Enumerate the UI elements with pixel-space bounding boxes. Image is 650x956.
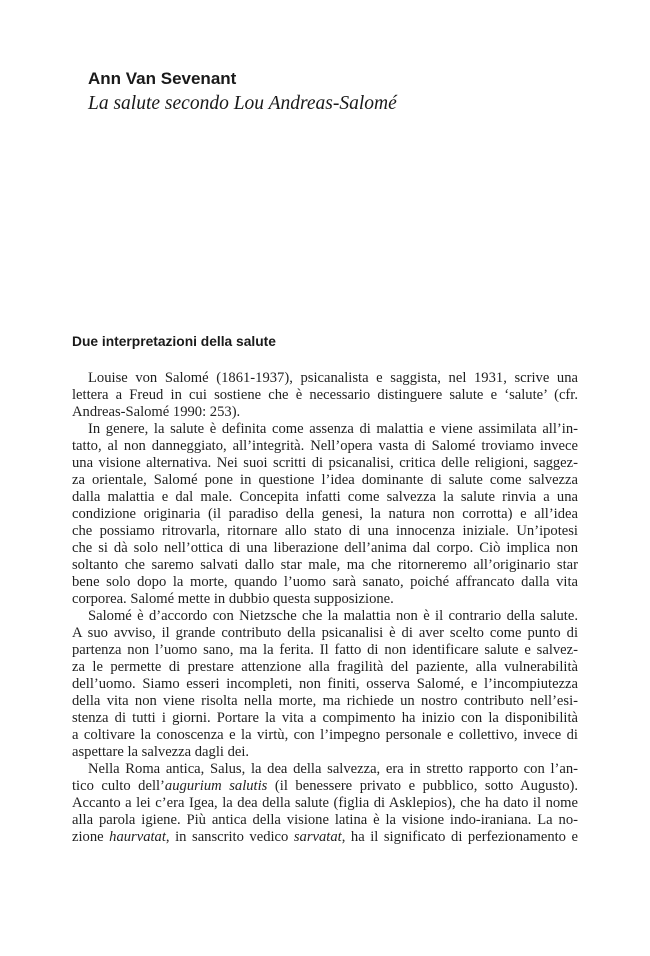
paragraph-4 xyxy=(72,761,578,846)
body-line: bene solo dopo la morte, quando l’uomo sarà sanato, poiché affrancato dalla vita xyxy=(72,574,578,590)
body-line xyxy=(72,778,578,795)
body-line: In genere, la salute è definita come assenza di malattia e viene assimilata all’in- xyxy=(88,421,578,437)
body-line: Louise von Salomé (1861-1937), psicanalista e saggista, nel 1931, scrive una xyxy=(88,370,578,386)
chapter-author: Ann Van Sevenant xyxy=(88,69,237,88)
line-text: tico culto dell’ xyxy=(72,778,165,794)
section-heading: Due interpretazioni della salute xyxy=(72,334,276,349)
body-line: condizione originaria (il paradiso della genesi, la natura non corrotta) e all’idea xyxy=(72,506,578,522)
body-line: za le permette di prestare attenzione alla fragilità del paziente, alla vulnerabilità xyxy=(72,659,578,675)
body-line: A suo avviso, il grande contributo della psicanalisi è di aver scelto come punto di xyxy=(72,625,578,641)
body-line: partenza non l’uomo sano, ma la ferita. Il fatto di non identificare salute e salvez- xyxy=(72,642,578,658)
body-line: tatto, al non danneggiato, all’integrità. Nell’opera vasta di Salomé troviamo invece xyxy=(72,438,578,454)
body-line: alla parola igiene. Più antica della visione latina è la visione indo-iraniana. La no- xyxy=(72,812,578,828)
line-text: , ha il significato di perfezionamento e xyxy=(341,829,578,845)
body-line: che possiamo ritrovarla, ritornare allo stato di una innocenza iniziale. Un’ipotesi xyxy=(72,523,578,539)
body-line: corporea. Salomé mette in dubbio questa supposizione. xyxy=(72,591,394,607)
body-line: che si dà solo nell’ottica di una liberazione dell’anima dal corpo. Ciò implica non xyxy=(72,540,578,556)
line-text: , in sanscrito vedico xyxy=(165,829,294,845)
body-line xyxy=(72,829,578,846)
paragraph-3 xyxy=(72,608,578,761)
paragraph-2 xyxy=(72,421,578,608)
body-line: za orientale, Salomé pone in questione l’idea dominante di salute come salvezza xyxy=(72,472,578,488)
paragraph-1 xyxy=(72,370,578,421)
body-line: dalla malattia e dal male. Concepita infatti come salvezza la salute rinvia a una xyxy=(72,489,578,505)
body-line: stenza di tutti i giorni. Portare la vita a compimento ha inizio con la disponibilità xyxy=(72,710,578,726)
line-text: (il benessere privato e pubblico, sotto Augusto). xyxy=(267,778,579,794)
body-line: soltanto che saremo salvati dallo star male, ma che ritorneremo all’originario star xyxy=(72,557,578,573)
body-line: aspettare la salvezza dagli dei. xyxy=(72,744,250,760)
body-text xyxy=(72,370,578,846)
body-line: Andreas-Salomé 1990: 253). xyxy=(72,404,241,420)
body-line: una visione alternativa. Nei suoi scritti di psicanalisi, critica delle religioni, saggez- xyxy=(72,455,578,471)
line-text: zione xyxy=(72,829,110,845)
body-line: lettera a Freud in cui sostiene che è necessario distinguere salute e ‘salute’ (cfr. xyxy=(72,387,578,403)
italic-term: augurium salutis xyxy=(164,778,268,794)
body-line: Salomé è d’accordo con Nietzsche che la malattia non è il contrario della salute. xyxy=(88,608,578,624)
body-line: dell’uomo. Siamo esseri incompleti, non finiti, osserva Salomé, e l’incompiutezza xyxy=(72,676,578,692)
italic-term: sarvatat xyxy=(293,829,342,845)
body-line: a coltivare la conoscenza e la virtù, con l’impegno personale e collettivo, invece di xyxy=(72,727,578,743)
chapter-title: La salute secondo Lou Andreas-Salomé xyxy=(88,93,397,114)
body-line: Accanto a lei c’era Igea, la dea della salute (figlia di Asklepios), che ha dato il nome xyxy=(72,795,578,811)
italic-term: haurvatat xyxy=(109,829,166,845)
body-line: della vita non viene risolta nella morte, ma richiede un nostro contributo nell’esi- xyxy=(72,693,578,709)
body-line: Nella Roma antica, Salus, la dea della salvezza, era in stretto rapporto con l’an- xyxy=(88,761,578,777)
